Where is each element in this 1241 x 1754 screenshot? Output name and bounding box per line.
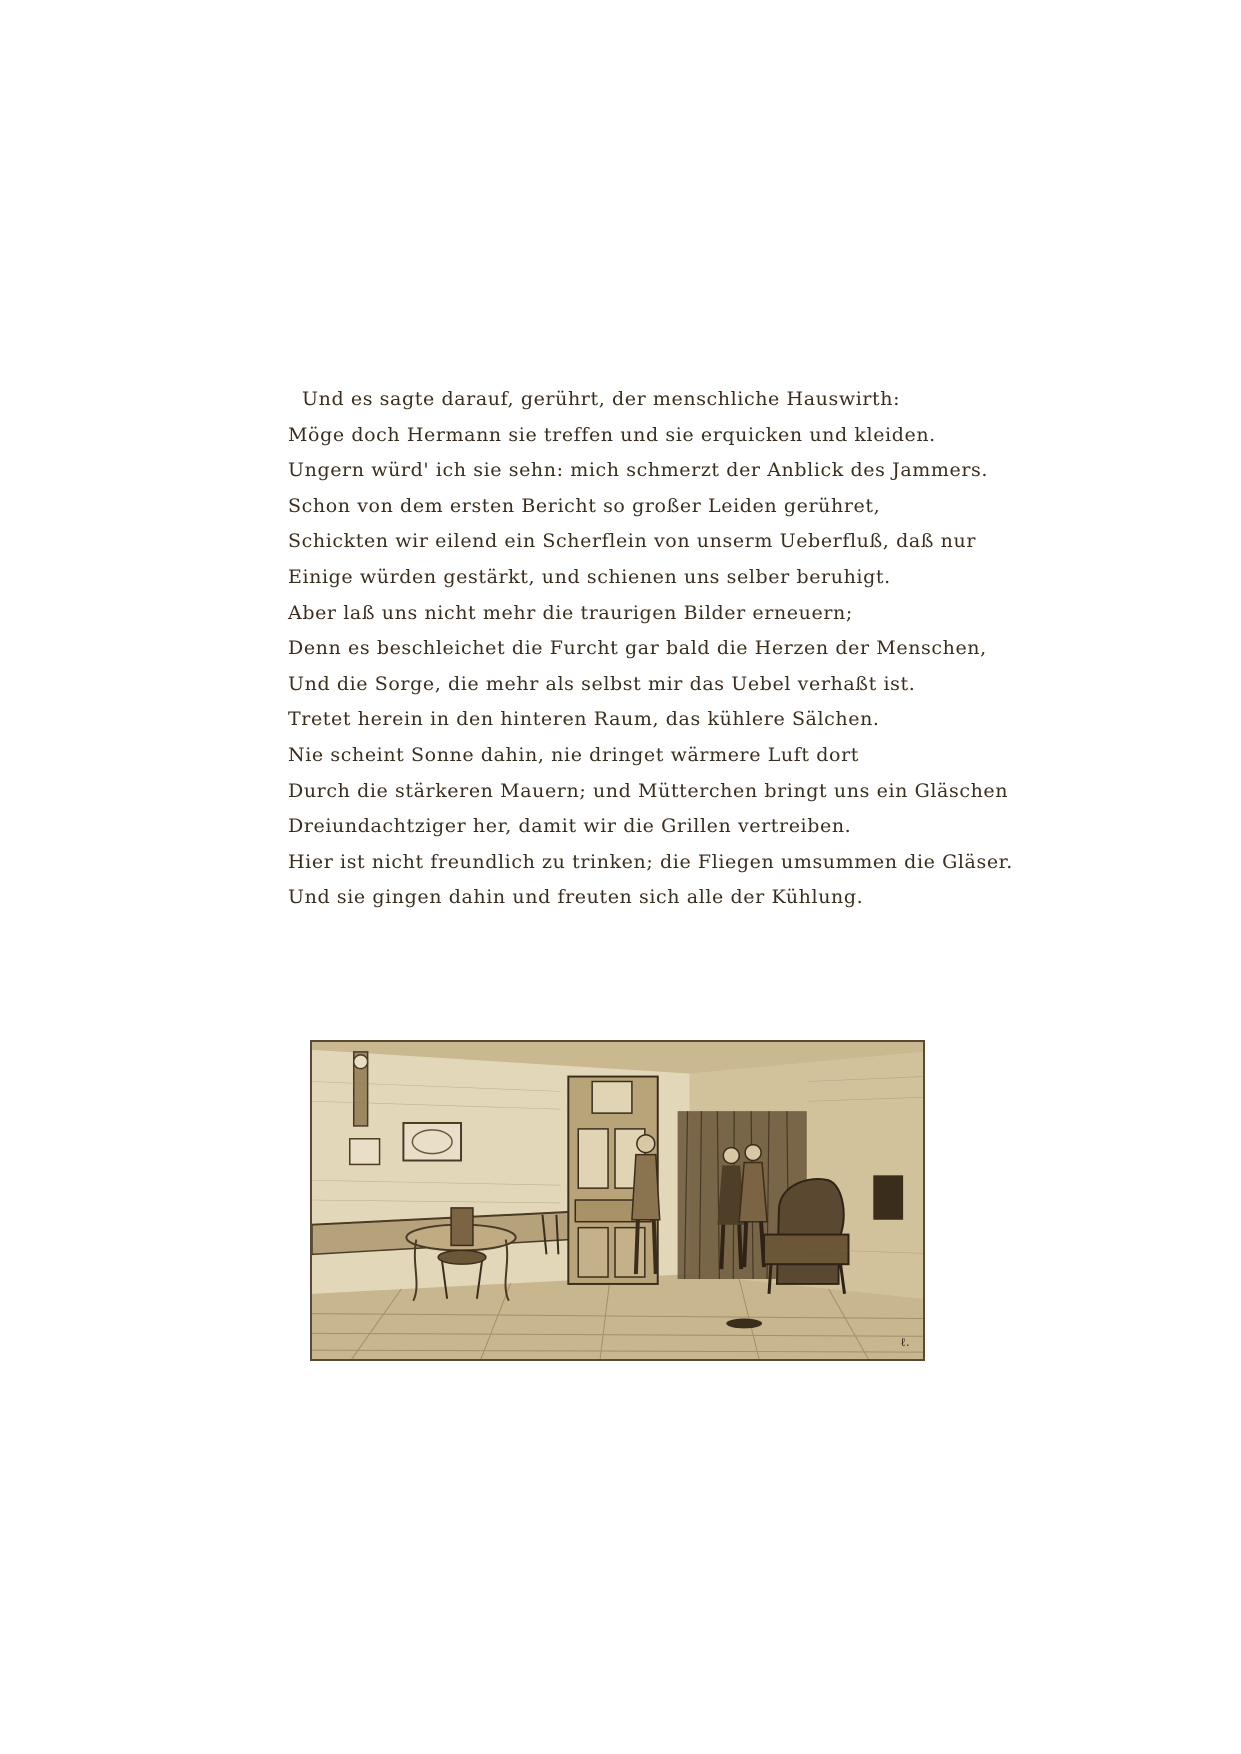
- poem-line: Und es sagte darauf, gerührt, der menschliche Hauswirth:: [302, 388, 901, 410]
- poem-line: Tretet herein in den hinteren Raum, das kühlere Sälchen.: [288, 708, 880, 731]
- poem-stanza: [288, 382, 1013, 916]
- poem-line: Und sie gingen dahin und freuten sich alle der Kühlung.: [288, 886, 864, 909]
- poem-line: Schon von dem ersten Bericht so großer Leiden gerühret,: [288, 494, 881, 517]
- poem-line: Ungern würd' ich sie sehn: mich schmerzt der Anblick des Jammers.: [288, 459, 988, 482]
- engraving-illustration: [310, 1040, 925, 1361]
- poem-line: Aber laß uns nicht mehr die traurigen Bilder erneuern;: [288, 601, 853, 624]
- poem-line: Denn es beschleichet die Furcht gar bald die Herzen der Menschen,: [288, 637, 987, 660]
- poem-line: Und die Sorge, die mehr als selbst mir das Uebel verhaßt ist.: [288, 672, 916, 695]
- poem-line: Durch die stärkeren Mauern; und Mütterchen bringt uns ein Gläschen: [288, 779, 1009, 802]
- poem-line: Nie scheint Sonne dahin, nie dringet wärmere Luft dort: [288, 743, 859, 766]
- poem-line: Einige würden gestärkt, und schienen uns selber beruhigt.: [288, 565, 891, 588]
- svg-text:ℓ.: ℓ.: [900, 1335, 910, 1350]
- engraving-interior-scene-icon: [312, 1042, 923, 1359]
- poem-line: Hier ist nicht freundlich zu trinken; die Fliegen umsummen die Gläser.: [288, 850, 1013, 873]
- poem-line: Dreiundachtziger her, damit wir die Grillen vertreiben.: [288, 815, 852, 838]
- poem-line: Möge doch Hermann sie treffen und sie erquicken und kleiden.: [288, 423, 936, 446]
- poem-line: Schickten wir eilend ein Scherflein von unserm Ueberfluß, daß nur: [288, 530, 977, 553]
